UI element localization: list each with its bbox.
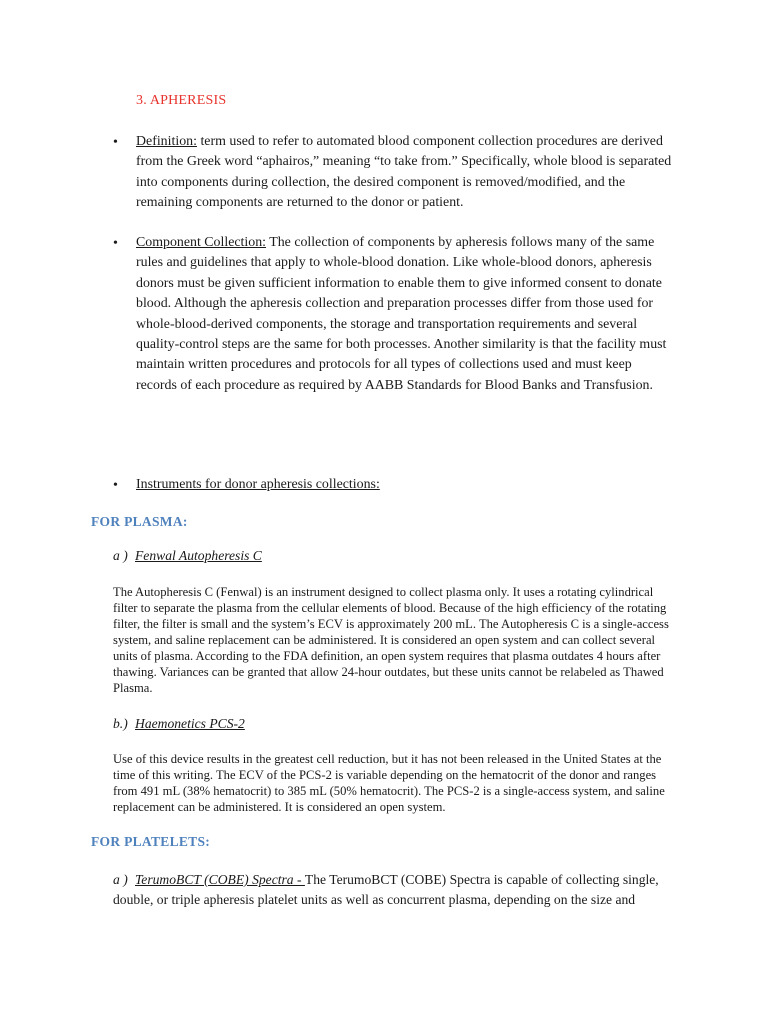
- platelets-heading: FOR PLATELETS:: [91, 834, 211, 849]
- haemonetics-description: Use of this device results in the greatest cell reduction, but it has not been released in the United States at the time of this writing. The ECV of the PCS-2 is variable depending on the hematocrit of the donor and ranges from 491 mL (38% hematocrit) to 385 mL (50% hematocrit). The PCS-2 is a single-access system, and saline replacement can be administered. It is considered an open system.: [113, 752, 665, 814]
- bullet-icon: •: [113, 236, 118, 251]
- fenwal-description: The Autopheresis C (Fenwal) is an instrument designed to collect plasma only. It uses a rotating cylindrical filter to separate the plasma from the cellular elements of blood. Because of the high efficiency of the rotating filter, the filter is small and the system’s ECV is approximately 200 mL. The Autopheresis C is a single-access system, and saline replacement can be administered. It is considered an open system and can collect several units of plasma. According to the FDA definition, an open system requires that plasma outdates 4 hours after thawing. Variances can be granted that allow 24-hour outdates, but these units cannot be relabeled as Thawed Plasma.: [113, 585, 669, 695]
- definition-label: Definition:: [136, 134, 197, 149]
- bullet-icon: •: [113, 135, 118, 150]
- haemonetics-title: Haemonetics PCS-2: [135, 716, 245, 731]
- plasma-heading: FOR PLASMA:: [91, 514, 188, 529]
- instruments-label: Instruments for donor apheresis collections:: [136, 477, 380, 492]
- definition-paragraph: [136, 132, 676, 214]
- component-collection-paragraph: [136, 233, 676, 396]
- component-collection-label: Component Collection:: [136, 235, 267, 250]
- list-marker: a ): [113, 872, 128, 887]
- component-collection-text: The collection of components by apheresis follows many of the same rules and guidelines that apply to whole-blood donation. Like whole-blood donors, apheresis donors must be given sufficient information to enable them to give informed consent to donate blood. Although the apheresis collection and preparation processes differ from those used for whole-blood-derived components, the storage and transportation requirements and several quality-control steps are the same for both processes. Another similarity is that the facility must maintain written procedures and protocols for all types of collections used and must keep records of each procedure as required by AABB Standards for Blood Banks and Transfusion.: [136, 235, 667, 393]
- fenwal-title: Fenwal Autopheresis C: [135, 548, 262, 563]
- bullet-icon: •: [113, 478, 118, 493]
- plasma-item-a-title: [113, 547, 262, 565]
- spectra-title: TerumoBCT (COBE) Spectra -: [135, 872, 305, 887]
- plasma-item-b-title: [113, 715, 245, 733]
- instruments-paragraph: [136, 475, 676, 495]
- section-title: 3. APHERESIS: [136, 93, 227, 108]
- list-marker: b.): [113, 716, 128, 731]
- list-marker: a ): [113, 548, 128, 563]
- definition-text: term used to refer to automated blood component collection procedures are derived from the Greek word “aphairos,” meaning “to take from.” Specifically, whole blood is separated into components during collection, the desired component is removed/modified, and the remaining components are returned to the donor or patient.: [136, 134, 672, 211]
- spectra-text: The TerumoBCT (COBE) Spectra is capable of collecting single, double, or triple apheresis platelet units as well as concurrent plasma, depending on the size and: [113, 872, 659, 907]
- platelets-item-a: [113, 870, 683, 910]
